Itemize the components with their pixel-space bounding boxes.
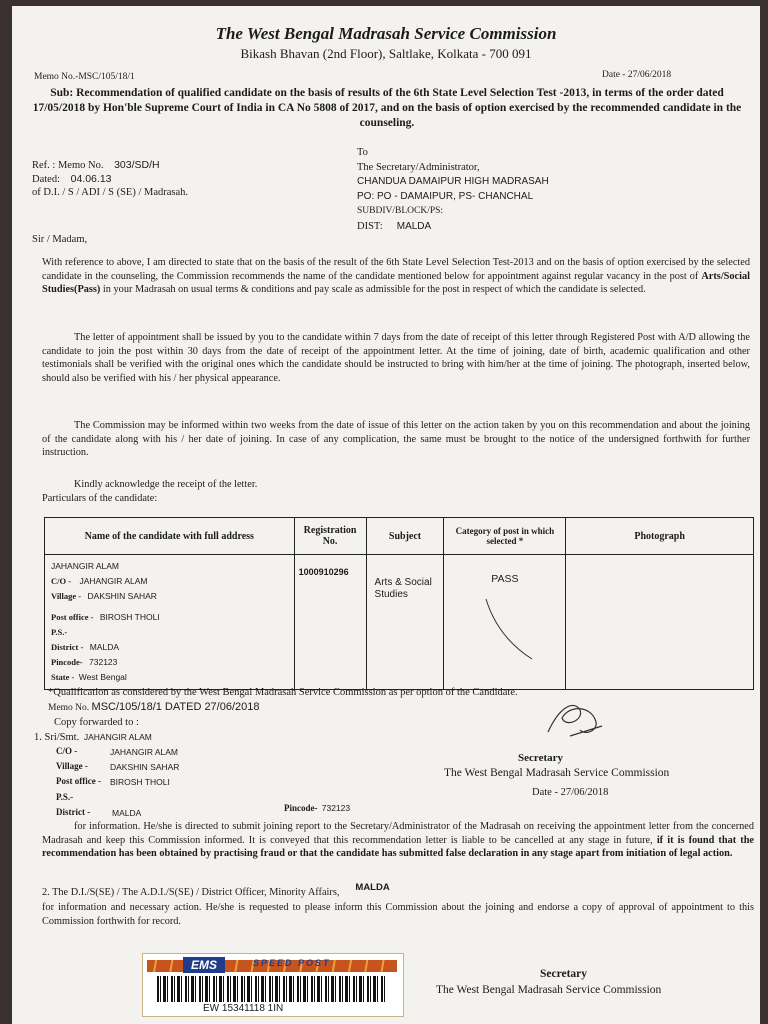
col-header-registration: Registration No. xyxy=(294,518,366,555)
copy-info2: for information and necessary action. He/she is requested to please inform this Commission about the joining and endorse a copy of approval of appointment to this Commission forthwith for record. xyxy=(42,902,754,927)
copy-item1: 1. Sri/Smt. JAHANGIR ALAM xyxy=(34,732,152,743)
candidate-ps: P.S.- xyxy=(51,627,68,637)
ref-memo: Ref. : Memo No. 303/SD/H xyxy=(32,159,160,171)
copy-village-value: DAKSHIN SAHAR xyxy=(110,762,180,772)
copy-ps-label: P.S.- xyxy=(56,792,74,802)
col-header-category: Category of post in which selected * xyxy=(444,518,566,555)
copy-co-value: JAHANGIR ALAM xyxy=(110,747,179,757)
candidate-address-cell xyxy=(45,555,295,690)
copy-district-label: District - xyxy=(56,807,91,817)
barcode-bars xyxy=(157,976,387,1002)
copy-forwarded-label: Copy forwarded to : xyxy=(54,717,139,728)
salutation: Sir / Madam, xyxy=(32,234,88,245)
particulars-heading: Particulars of the candidate: xyxy=(42,493,158,504)
letter-page xyxy=(12,6,760,1024)
candidate-table xyxy=(44,517,754,690)
signature1-date: Date - 27/06/2018 xyxy=(532,787,609,798)
copy-district-value: MALDA xyxy=(112,808,142,818)
candidate-po: Post office - BIROSH THOLI xyxy=(51,612,160,622)
subject-value: Arts & Social Studies xyxy=(374,577,432,600)
to-label: To xyxy=(357,147,368,158)
table-header-row xyxy=(45,518,754,555)
fraud-warning: if it is found that the recommendation has been obtained by practising fraud or that the candidate has submitted false declaration in any stage apart from initiation of legal action. xyxy=(42,834,754,859)
registration-cell xyxy=(294,555,366,690)
col-header-photograph: Photograph xyxy=(566,518,754,555)
subject-line: Sub: Recommendation of qualified candidate on the basis of results of the 6th State Level Selection Test -2013, in terms of the order dated 17/05/2018 by Hon'ble Supreme Court of India in CA No 5808 of 2017, and on the basis of option exercised by the recommended candidate in the counseling. xyxy=(32,87,742,129)
signature-scribble xyxy=(540,696,610,742)
candidate-co: C/O - JAHANGIR ALAM xyxy=(51,576,148,586)
memo-reference: Memo No. MSC/105/18/1 DATED 27/06/2018 xyxy=(48,701,260,713)
candidate-village: Village - DAKSHIN SAHAR xyxy=(51,591,157,601)
footnote: *Qualification as considered by the West Bengal Madrasah Service Commission as per option of the Candidate. xyxy=(48,687,518,698)
registration-number: 1000910296 xyxy=(298,567,349,577)
candidate-pincode: Pincode- 732123 xyxy=(51,657,118,667)
barcode-number: EW 15341118 1IN xyxy=(203,1003,284,1014)
paragraph-recommendation: With reference to above, I am directed to state that on the basis of the result of the 6th State Level Selection Test-2013 and on the basis of option exercised by the selected candidate in the counseling, the Commission recommends the name of the candidate mentioned below for appointment against regular vacancy in the post of Arts/Social Studies(Pass) in your Madrasah on usual terms & conditions and pay scale as admissible for the post in respect of which the candidate is selected. xyxy=(42,257,750,295)
to-madrasah: CHANDUA DAMAIPUR HIGH MADRASAH xyxy=(357,176,549,187)
to-dist: DIST: MALDA xyxy=(357,221,432,232)
copy-info1: for information. He/she is directed to submit joining report to the Secretary/Administrator of the Madrasah on receiving the appointment letter from the concerned Madrasah and keep this Commission informed. It is conveyed that this recommendation letter is liable to be cancelled at any stage in future, if it is found that the recommendation has been obtained by practising fraud or that the candidate has submitted false declaration in any stage apart from initiation of legal action. xyxy=(42,821,754,859)
copy-co-label: C/O - xyxy=(56,746,78,756)
signature1-org: The West Bengal Madrasah Service Commission xyxy=(444,767,670,779)
subject-cell xyxy=(366,555,444,690)
signature1-title: Secretary xyxy=(518,752,563,764)
copy-po-value: BIROSH THOLI xyxy=(110,777,170,787)
acknowledge-text: Kindly acknowledge the receipt of the letter. xyxy=(74,479,258,490)
post-name: Arts/Social Studies(Pass) xyxy=(42,270,750,295)
to-po: PO: PO - DAMAIPUR, PS- CHANCHAL xyxy=(357,191,534,202)
category-value: PASS xyxy=(491,573,519,585)
copy-item2: 2. The D.I./S(SE) / The A.D.I./S(SE) / District Officer, Minority Affairs, MALDA xyxy=(42,882,390,898)
signature2-org: The West Bengal Madrasah Service Commission xyxy=(436,984,662,996)
org-title: The West Bengal Madrasah Service Commission xyxy=(215,24,557,43)
ref-of: of D.I. / S / ADI / S (SE) / Madrasah. xyxy=(32,187,189,198)
col-header-name: Name of the candidate with full address xyxy=(45,518,295,555)
to-subdiv: SUBDIV/BLOCK/PS: xyxy=(357,206,444,216)
org-address: Bikash Bhavan (2nd Floor), Saltlake, Kolkata - 700 091 xyxy=(240,46,532,61)
letter-date: Date - 27/06/2018 xyxy=(602,70,672,80)
col-header-subject: Subject xyxy=(366,518,444,555)
paragraph-commission: The Commission may be informed within two weeks from the date of issue of this letter on the action taken by you on this recommendation and about the joining of the candidate along with his / her date of joining. In case of any complication, the same must be brought to the notice of the undersigned forthwith for further instruction. xyxy=(42,420,750,458)
candidate-name: JAHANGIR ALAM xyxy=(51,561,120,571)
candidate-state: State - West Bengal xyxy=(51,672,127,682)
category-cell xyxy=(444,555,566,690)
candidate-district: District - MALDA xyxy=(51,642,120,652)
to-line1: The Secretary/Administrator, xyxy=(357,162,480,173)
strike-line xyxy=(482,595,542,665)
speed-post-label: SPEED POST xyxy=(253,958,331,968)
speed-post-barcode xyxy=(142,953,404,1017)
paragraph-appointment: The letter of appointment shall be issued by you to the candidate within 7 days from the date of receipt of this letter through Registered Post with A/D allowing the candidate to join the post within 30 days from the date of receipt of the appointment letter. At the time of joining, date of birth, academic qualification and other testimonials shall be verified with the original ones which the candidate should be instructed to bring with him/her at the time of joining. The photograph, inserted below, should also be verified with his / her physical appearance. xyxy=(42,332,750,384)
copy-village-label: Village - xyxy=(56,761,88,771)
memo-number: Memo No.-MSC/105/18/1 xyxy=(34,72,135,82)
copy-pincode: Pincode- 732123 xyxy=(284,803,351,813)
photograph-cell xyxy=(566,555,754,690)
copy-po-label: Post office - xyxy=(56,776,101,786)
signature2-title: Secretary xyxy=(540,968,588,980)
ems-logo: EMS xyxy=(183,957,225,973)
table-row xyxy=(45,555,754,690)
ref-dated: Dated: 04.06.13 xyxy=(32,173,112,185)
